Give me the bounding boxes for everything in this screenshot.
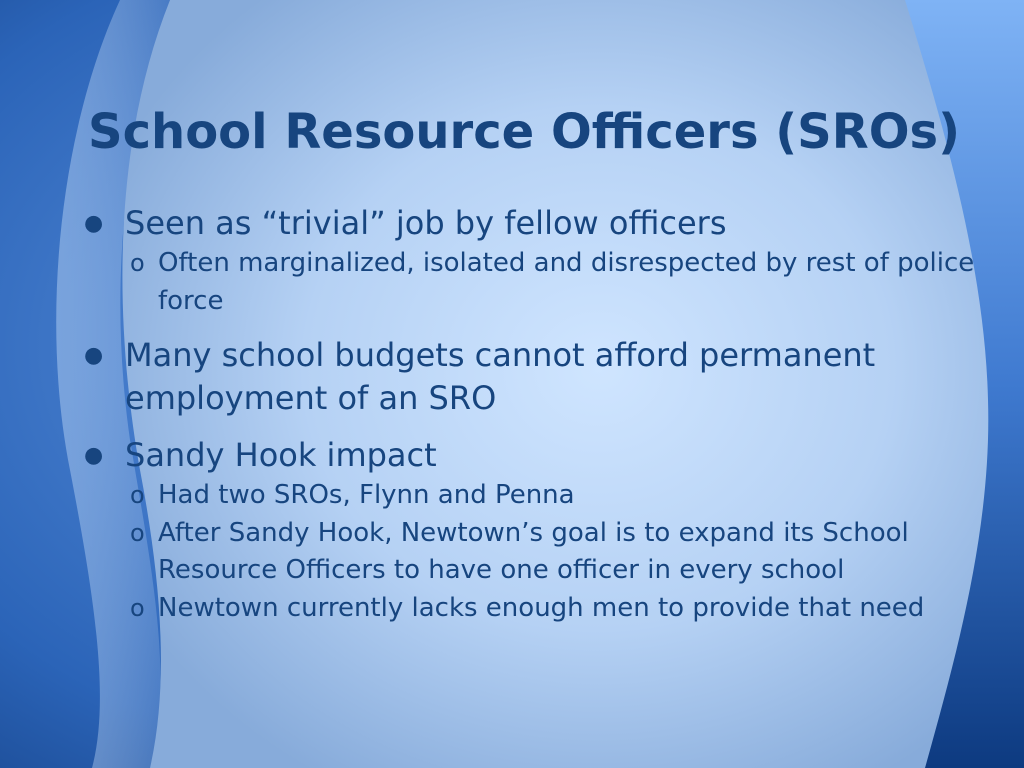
bullet-dot-icon: ● [84,443,104,468]
sub-bullet-icon: o [130,249,145,277]
bullet-item [78,202,978,320]
sub-bullet-text: Often marginalized, isolated and disrespected by rest of police force [158,248,975,316]
sub-bullet-text: After Sandy Hook, Newtown’s goal is to expand its School Resource Officers to have one officer in every school [158,517,909,585]
sub-bullet-item [125,590,978,628]
bullet-text: Many school budgets cannot afford permanent employment of an SRO [125,336,876,417]
sub-bullet-item [125,477,978,515]
sub-bullet-item [125,245,978,320]
bullet-list [78,202,978,627]
bullet-text: Sandy Hook impact [125,436,437,474]
sub-bullet-list [125,245,978,320]
bullet-dot-icon: ● [84,343,104,368]
sub-bullet-icon: o [130,481,145,509]
sub-bullet-icon: o [130,593,145,622]
sub-bullet-list [125,477,978,627]
bullet-item [78,334,978,420]
bullet-dot-icon: ● [84,211,104,236]
sub-bullet-icon: o [130,518,145,547]
bullet-item [78,434,978,627]
sub-bullet-text: Newtown currently lacks enough men to provide that need [158,592,925,623]
bullet-text: Seen as “trivial” job by fellow officers [125,204,727,242]
sub-bullet-item [125,515,978,590]
sub-bullet-text: Had two SROs, Flynn and Penna [158,480,575,510]
slide-title: School Resource Officers (SROs) [88,104,961,160]
